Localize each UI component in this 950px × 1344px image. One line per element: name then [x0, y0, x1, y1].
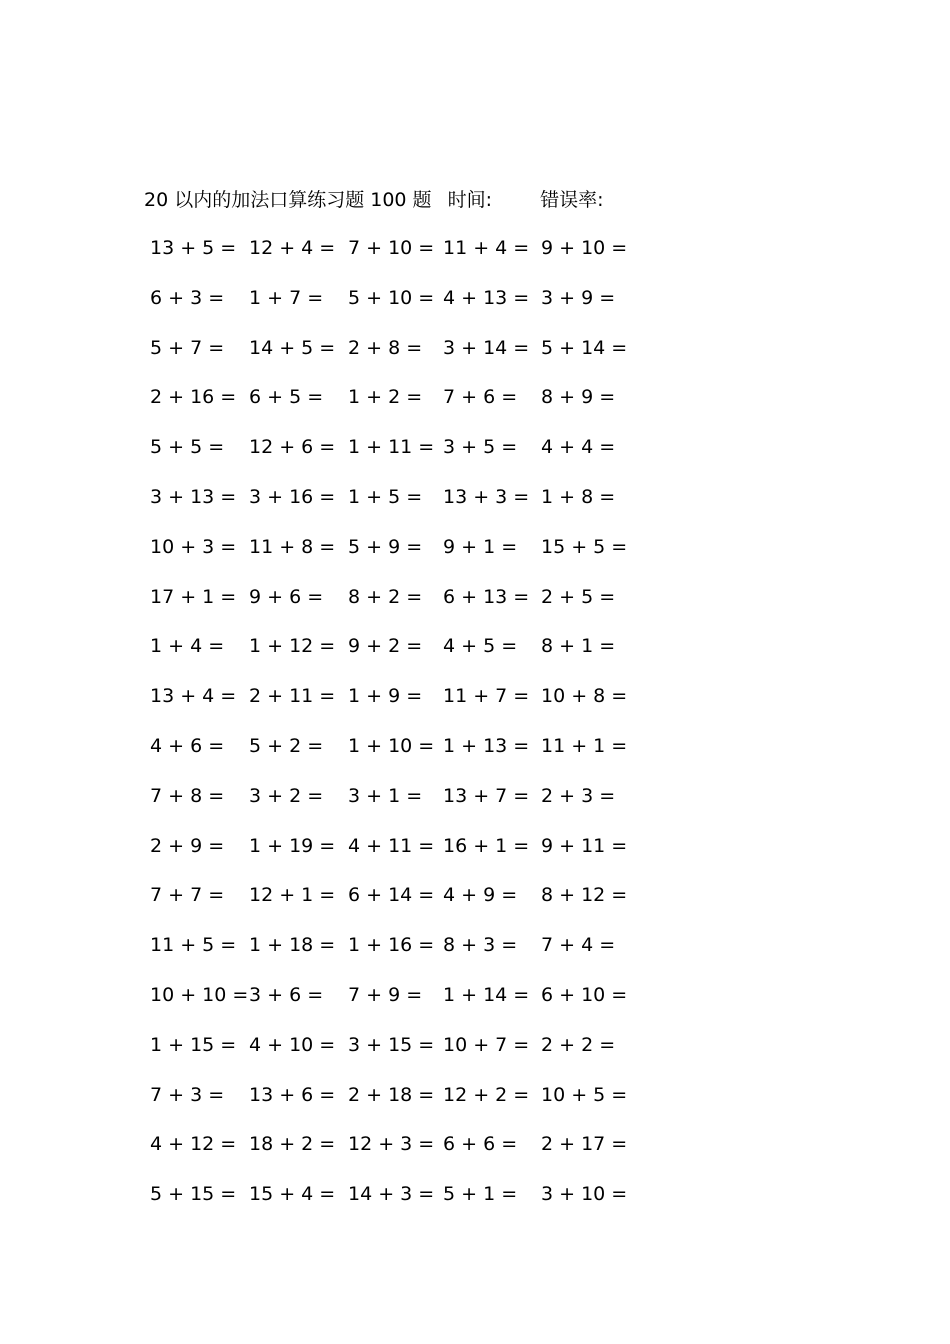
addition-problem: 9 + 2 = [348, 635, 423, 658]
addition-problem: 6 + 10 = [541, 983, 628, 1006]
addition-problem: 6 + 13 = [443, 585, 530, 608]
addition-problem: 8 + 9 = [541, 386, 616, 409]
addition-problem: 11 + 8 = [249, 535, 336, 558]
addition-problem: 3 + 5 = [443, 436, 518, 459]
addition-problem: 9 + 11 = [541, 834, 628, 857]
addition-problem: 6 + 14 = [348, 884, 435, 907]
problem-row [144, 234, 644, 284]
addition-problem: 12 + 6 = [249, 436, 336, 459]
addition-problem: 4 + 4 = [541, 436, 616, 459]
addition-problem: 13 + 3 = [443, 485, 530, 508]
addition-problem: 4 + 13 = [443, 286, 530, 309]
problem-row [144, 682, 644, 732]
addition-problem: 13 + 7 = [443, 784, 530, 807]
addition-problem: 2 + 9 = [150, 834, 225, 857]
worksheet-title: 20 以内的加法口算练习题 100 题 [144, 189, 432, 211]
problem-row [144, 583, 644, 633]
addition-problem: 10 + 10 = [150, 983, 249, 1006]
addition-problem: 8 + 12 = [541, 884, 628, 907]
addition-problem: 11 + 5 = [150, 934, 237, 957]
addition-problem: 3 + 13 = [150, 485, 237, 508]
addition-problem: 4 + 9 = [443, 884, 518, 907]
addition-problem: 1 + 4 = [150, 635, 225, 658]
addition-problem: 11 + 1 = [541, 734, 628, 757]
addition-problem: 10 + 3 = [150, 535, 237, 558]
addition-problem: 7 + 6 = [443, 386, 518, 409]
addition-problem: 9 + 10 = [541, 237, 628, 259]
addition-problem: 1 + 8 = [541, 485, 616, 508]
problem-row [144, 284, 644, 334]
problem-row [144, 1130, 644, 1180]
addition-problem: 12 + 2 = [443, 1083, 530, 1106]
addition-problem: 13 + 5 = [150, 237, 237, 259]
addition-problem: 8 + 1 = [541, 635, 616, 658]
addition-problem: 9 + 1 = [443, 535, 518, 558]
addition-problem: 5 + 9 = [348, 535, 423, 558]
addition-problem: 6 + 6 = [443, 1133, 518, 1156]
addition-problem: 3 + 16 = [249, 485, 336, 508]
addition-problem: 1 + 2 = [348, 386, 423, 409]
problem-row [144, 981, 644, 1031]
addition-problem: 9 + 6 = [249, 585, 324, 608]
addition-problem: 10 + 5 = [541, 1083, 628, 1106]
addition-problem: 7 + 4 = [541, 934, 616, 957]
addition-problem: 5 + 7 = [150, 336, 225, 359]
addition-problem: 2 + 8 = [348, 336, 423, 359]
addition-problem: 6 + 3 = [150, 286, 225, 309]
problem-row [144, 832, 644, 882]
worksheet-header [144, 186, 603, 214]
addition-problem: 1 + 18 = [249, 934, 336, 957]
problem-row [144, 433, 644, 483]
problem-row [144, 881, 644, 931]
addition-problem: 4 + 6 = [150, 734, 225, 757]
addition-problem: 7 + 10 = [348, 237, 435, 259]
addition-problem: 13 + 6 = [249, 1083, 336, 1106]
addition-problem: 4 + 12 = [150, 1133, 237, 1156]
addition-problem: 1 + 12 = [249, 635, 336, 658]
addition-problem: 14 + 3 = [348, 1183, 435, 1206]
addition-problem: 3 + 2 = [249, 784, 324, 807]
addition-problem: 1 + 19 = [249, 834, 336, 857]
addition-problem: 5 + 5 = [150, 436, 225, 459]
error-rate-label: 错误率: [540, 189, 604, 211]
addition-problem: 7 + 8 = [150, 784, 225, 807]
addition-problem: 1 + 13 = [443, 734, 530, 757]
addition-problem: 3 + 6 = [249, 983, 324, 1006]
problem-row [144, 931, 644, 981]
problem-row [144, 334, 644, 384]
addition-problem: 4 + 11 = [348, 834, 435, 857]
addition-problem: 5 + 2 = [249, 734, 324, 757]
problem-grid [144, 234, 644, 1230]
problem-row [144, 732, 644, 782]
addition-problem: 15 + 5 = [541, 535, 628, 558]
problem-row [144, 383, 644, 433]
addition-problem: 4 + 5 = [443, 635, 518, 658]
addition-problem: 1 + 5 = [348, 485, 423, 508]
addition-problem: 2 + 17 = [541, 1133, 628, 1156]
addition-problem: 2 + 18 = [348, 1083, 435, 1106]
problem-row [144, 632, 644, 682]
addition-problem: 1 + 7 = [249, 286, 324, 309]
addition-problem: 11 + 7 = [443, 685, 530, 708]
addition-problem: 16 + 1 = [443, 834, 530, 857]
addition-problem: 3 + 1 = [348, 784, 423, 807]
addition-problem: 2 + 5 = [541, 585, 616, 608]
addition-problem: 3 + 10 = [541, 1183, 628, 1206]
addition-problem: 2 + 11 = [249, 685, 336, 708]
addition-problem: 1 + 14 = [443, 983, 530, 1006]
addition-problem: 1 + 11 = [348, 436, 435, 459]
addition-problem: 3 + 15 = [348, 1033, 435, 1056]
problem-row [144, 1081, 644, 1131]
addition-problem: 12 + 1 = [249, 884, 336, 907]
problem-row [144, 533, 644, 583]
addition-problem: 13 + 4 = [150, 685, 237, 708]
addition-problem: 12 + 3 = [348, 1133, 435, 1156]
problem-row [144, 1180, 644, 1230]
addition-problem: 11 + 4 = [443, 237, 530, 259]
addition-problem: 2 + 2 = [541, 1033, 616, 1056]
addition-problem: 5 + 14 = [541, 336, 628, 359]
addition-problem: 8 + 2 = [348, 585, 423, 608]
addition-problem: 12 + 4 = [249, 237, 336, 259]
addition-problem: 14 + 5 = [249, 336, 336, 359]
addition-problem: 1 + 16 = [348, 934, 435, 957]
problem-row [144, 483, 644, 533]
addition-problem: 2 + 3 = [541, 784, 616, 807]
addition-problem: 3 + 14 = [443, 336, 530, 359]
addition-problem: 1 + 9 = [348, 685, 423, 708]
addition-problem: 6 + 5 = [249, 386, 324, 409]
addition-problem: 3 + 9 = [541, 286, 616, 309]
addition-problem: 5 + 10 = [348, 286, 435, 309]
addition-problem: 5 + 15 = [150, 1183, 237, 1206]
addition-problem: 1 + 10 = [348, 734, 435, 757]
addition-problem: 2 + 16 = [150, 386, 237, 409]
addition-problem: 5 + 1 = [443, 1183, 518, 1206]
addition-problem: 7 + 9 = [348, 983, 423, 1006]
addition-problem: 8 + 3 = [443, 934, 518, 957]
addition-problem: 1 + 15 = [150, 1033, 237, 1056]
addition-problem: 7 + 7 = [150, 884, 225, 907]
addition-problem: 17 + 1 = [150, 585, 237, 608]
problem-row [144, 1031, 644, 1081]
addition-problem: 10 + 7 = [443, 1033, 530, 1056]
addition-problem: 4 + 10 = [249, 1033, 336, 1056]
addition-problem: 7 + 3 = [150, 1083, 225, 1106]
time-label: 时间: [447, 189, 493, 211]
addition-problem: 15 + 4 = [249, 1183, 336, 1206]
addition-problem: 18 + 2 = [249, 1133, 336, 1156]
problem-row [144, 782, 644, 832]
addition-problem: 10 + 8 = [541, 685, 628, 708]
